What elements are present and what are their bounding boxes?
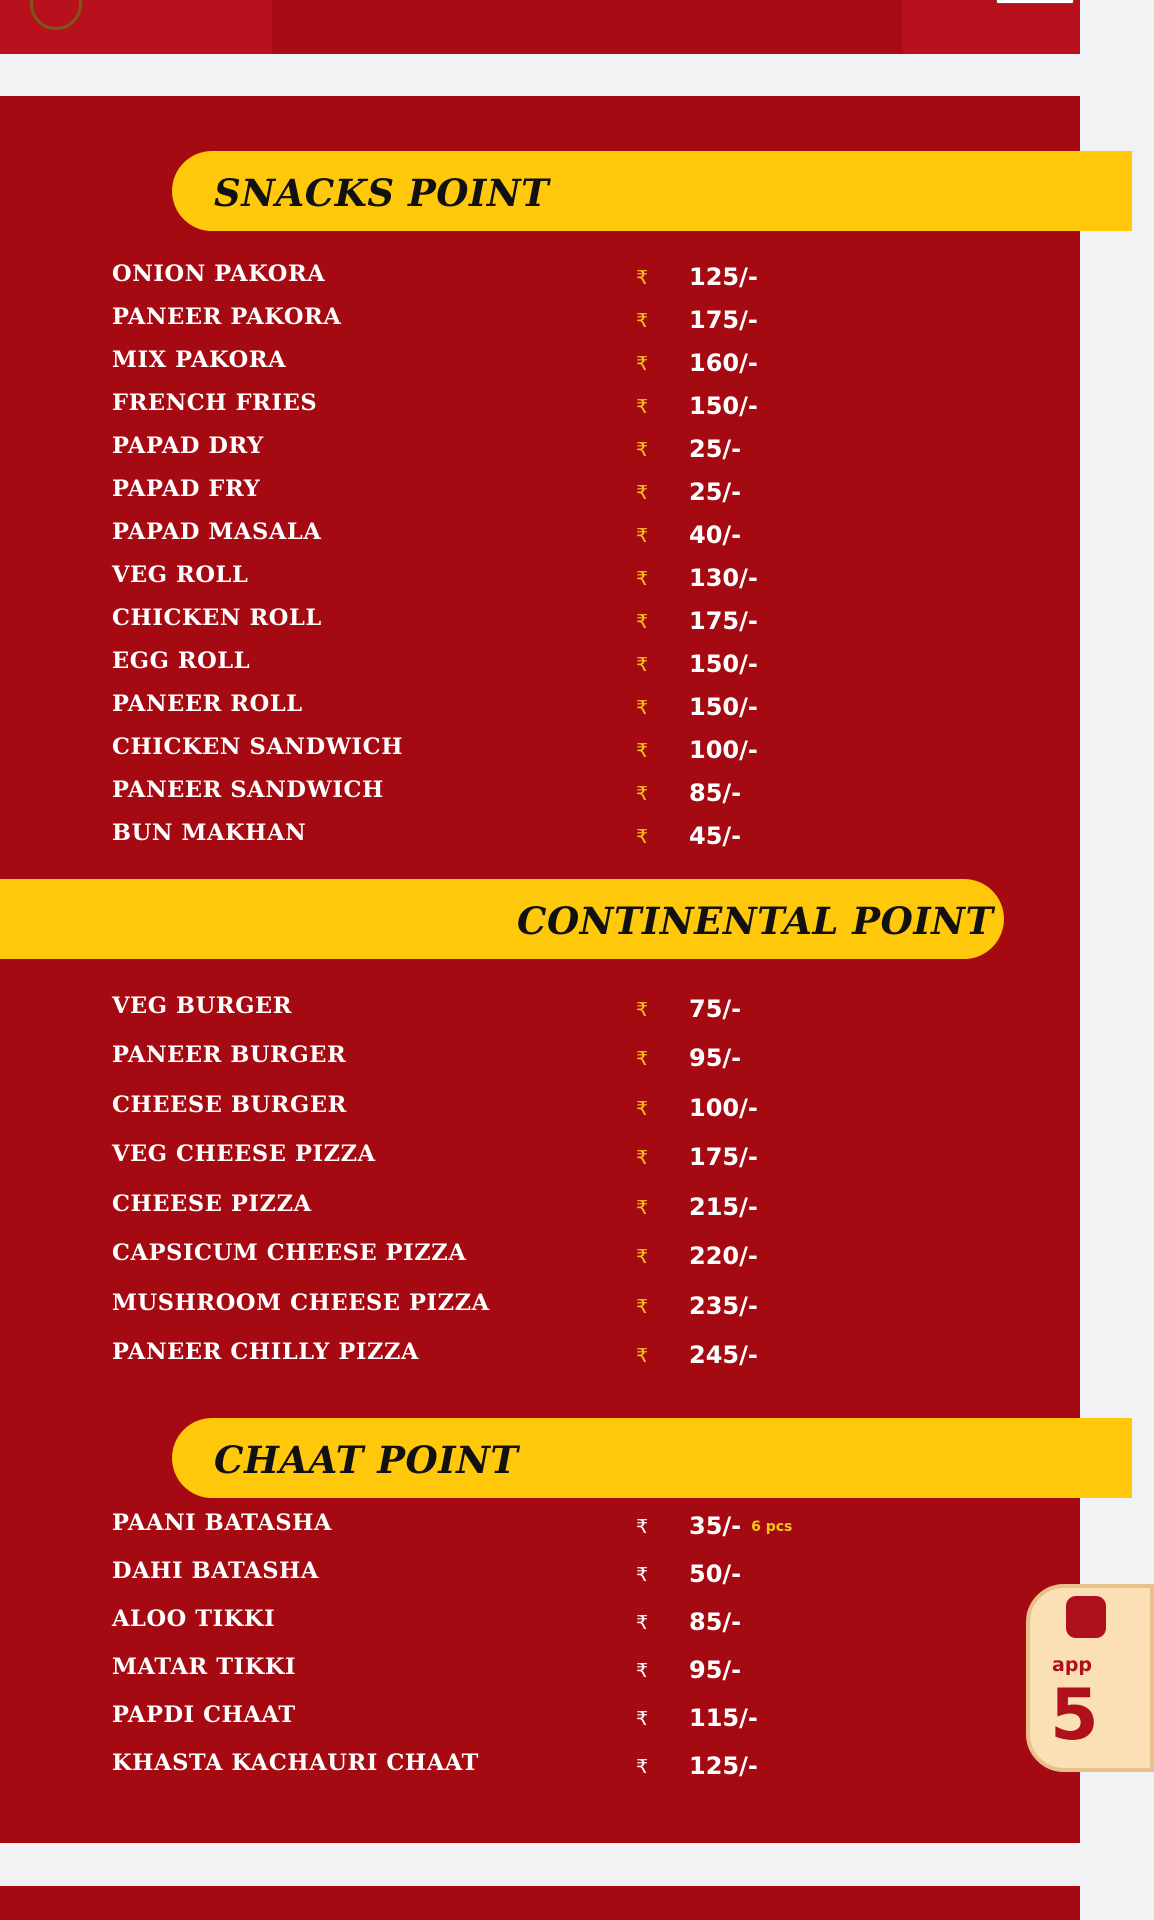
rupee-icon: ₹ [636, 826, 649, 848]
top-header-strip [0, 0, 1080, 54]
rupee-icon: ₹ [636, 1708, 649, 1730]
menu-item [0, 1746, 1080, 1786]
menu-item [0, 601, 1080, 641]
menu-item [0, 1698, 1080, 1738]
rupee-icon: ₹ [636, 611, 649, 633]
item-name: PANEER CHILLY PIZZA [112, 1339, 420, 1365]
item-name: MUSHROOM CHEESE PIZZA [112, 1290, 490, 1316]
menu-item [0, 730, 1080, 770]
item-name: MIX PAKORA [112, 347, 287, 373]
item-price: 125/- [689, 263, 758, 291]
item-name: PAPAD MASALA [112, 519, 322, 545]
rupee-icon: ₹ [636, 396, 649, 418]
item-name: PANEER PAKORA [112, 304, 342, 330]
item-name: PAPAD FRY [112, 476, 261, 502]
item-name: EGG ROLL [112, 648, 251, 674]
section-banner-continental [0, 879, 1004, 959]
menu-item [0, 1236, 1080, 1276]
item-price: 215/- [689, 1193, 758, 1221]
item-name: PAPAD DRY [112, 433, 264, 459]
menu-item [0, 989, 1080, 1029]
rupee-icon: ₹ [636, 310, 649, 332]
menu-item [0, 386, 1080, 426]
item-name: KHASTA KACHAURI CHAAT [112, 1750, 479, 1776]
rupee-icon: ₹ [636, 525, 649, 547]
rupee-icon: ₹ [636, 654, 649, 676]
item-price: 130/- [689, 564, 758, 592]
menu-item [0, 644, 1080, 684]
item-name: CHEESE BURGER [112, 1092, 347, 1118]
rupee-icon: ₹ [636, 1612, 649, 1634]
rupee-icon: ₹ [636, 1246, 649, 1268]
item-name: CHICKEN ROLL [112, 605, 322, 631]
menu-item [0, 1506, 1080, 1546]
item-quantity-note: 6 pcs [751, 1519, 793, 1535]
item-price: 150/- [689, 392, 758, 420]
item-price: 160/- [689, 349, 758, 377]
menu-panel [0, 96, 1080, 1843]
item-price: 95/- [689, 1044, 742, 1072]
item-price [689, 1512, 792, 1540]
section-title-snacks: SNACKS POINT [214, 171, 550, 215]
section-title-chaat: CHAAT POINT [214, 1438, 519, 1482]
bottom-footer-strip [0, 1886, 1080, 1920]
rupee-icon: ₹ [636, 439, 649, 461]
menu-item [0, 816, 1080, 856]
item-name: ALOO TIKKI [112, 1606, 276, 1632]
menu-item [0, 773, 1080, 813]
rupee-icon: ₹ [636, 1516, 649, 1538]
item-name: DAHI BATASHA [112, 1558, 319, 1584]
promo-badge-top-block [1066, 1596, 1106, 1638]
menu-item [0, 1137, 1080, 1177]
item-name: CAPSICUM CHEESE PIZZA [112, 1240, 467, 1266]
menu-item [0, 515, 1080, 555]
item-price-value: 35/- [689, 1512, 742, 1540]
header-right-segment [902, 0, 1080, 54]
rupee-icon: ₹ [636, 267, 649, 289]
item-price: 45/- [689, 822, 742, 850]
rupee-icon: ₹ [636, 1048, 649, 1070]
promo-badge-text: app [1052, 1654, 1093, 1676]
rupee-icon: ₹ [636, 1345, 649, 1367]
rupee-icon: ₹ [636, 568, 649, 590]
item-name: VEG BURGER [112, 993, 293, 1019]
section-title-continental: CONTINENTAL POINT [517, 899, 994, 943]
item-name: ONION PAKORA [112, 261, 326, 287]
rupee-icon: ₹ [636, 740, 649, 762]
menu-item [0, 687, 1080, 727]
rupee-icon: ₹ [636, 1098, 649, 1120]
rupee-icon: ₹ [636, 1564, 649, 1586]
section-banner-snacks [172, 151, 1132, 231]
item-price: 175/- [689, 306, 758, 334]
item-price: 85/- [689, 779, 742, 807]
item-name: VEG CHEESE PIZZA [112, 1141, 376, 1167]
item-name: CHICKEN SANDWICH [112, 734, 404, 760]
rupee-icon: ₹ [636, 1147, 649, 1169]
item-price: 100/- [689, 736, 758, 764]
item-name: CHEESE PIZZA [112, 1191, 312, 1217]
item-price: 115/- [689, 1704, 758, 1732]
item-price: 25/- [689, 478, 742, 506]
item-price: 150/- [689, 693, 758, 721]
item-price: 150/- [689, 650, 758, 678]
item-price: 40/- [689, 521, 742, 549]
menu-item [0, 1286, 1080, 1326]
rupee-icon: ₹ [636, 783, 649, 805]
promo-badge-number: 5 [1050, 1674, 1099, 1756]
item-name: FRENCH FRIES [112, 390, 318, 416]
menu-item [0, 1602, 1080, 1642]
item-name: PANEER ROLL [112, 691, 303, 717]
section-banner-chaat [172, 1418, 1132, 1498]
menu-item [0, 300, 1080, 340]
item-price: 95/- [689, 1656, 742, 1684]
item-price: 25/- [689, 435, 742, 463]
item-name: VEG ROLL [112, 562, 249, 588]
menu-item [0, 558, 1080, 598]
menu-item [0, 257, 1080, 297]
item-price: 175/- [689, 1143, 758, 1171]
rupee-icon: ₹ [636, 999, 649, 1021]
item-name: PAPDI CHAAT [112, 1702, 296, 1728]
item-name: PANEER SANDWICH [112, 777, 384, 803]
item-price: 220/- [689, 1242, 758, 1270]
item-name: PANEER BURGER [112, 1042, 347, 1068]
item-price: 235/- [689, 1292, 758, 1320]
menu-item [0, 472, 1080, 512]
item-name: BUN MAKHAN [112, 820, 307, 846]
menu-item [0, 1038, 1080, 1078]
rupee-icon: ₹ [636, 1197, 649, 1219]
rupee-icon: ₹ [636, 353, 649, 375]
menu-item [0, 1650, 1080, 1690]
menu-item [0, 343, 1080, 383]
item-name: PAANI BATASHA [112, 1510, 333, 1536]
menu-item [0, 1187, 1080, 1227]
item-price: 50/- [689, 1560, 742, 1588]
item-name: MATAR TIKKI [112, 1654, 297, 1680]
menu-item [0, 429, 1080, 469]
item-price: 85/- [689, 1608, 742, 1636]
rupee-icon: ₹ [636, 482, 649, 504]
menu-item [0, 1554, 1080, 1594]
item-price: 175/- [689, 607, 758, 635]
item-price: 100/- [689, 1094, 758, 1122]
rupee-icon: ₹ [636, 697, 649, 719]
item-price: 75/- [689, 995, 742, 1023]
menu-item [0, 1335, 1080, 1375]
rupee-icon: ₹ [636, 1756, 649, 1778]
item-price: 245/- [689, 1341, 758, 1369]
rupee-icon: ₹ [636, 1660, 649, 1682]
rupee-icon: ₹ [636, 1296, 649, 1318]
floating-promo-badge[interactable] [1026, 1584, 1154, 1772]
header-button-edge[interactable] [996, 0, 1074, 4]
menu-item [0, 1088, 1080, 1128]
item-price: 125/- [689, 1752, 758, 1780]
